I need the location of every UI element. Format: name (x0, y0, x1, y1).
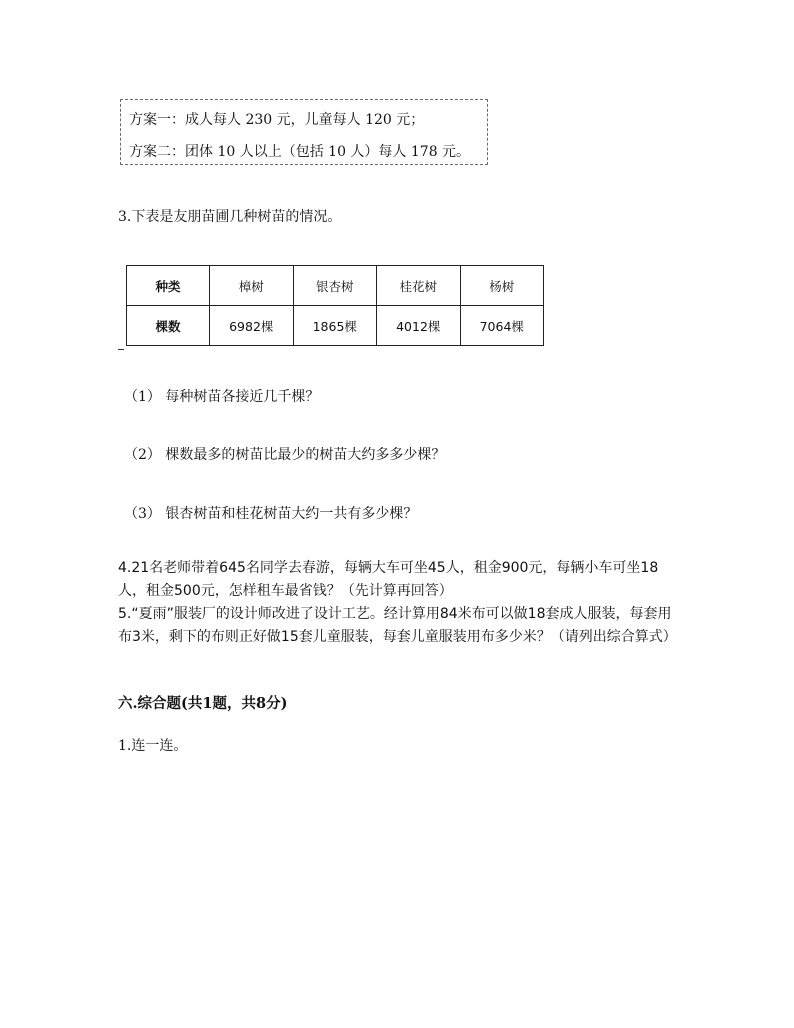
question-3-title: 3.下表是友朋苗圃几种树苗的情况。 (118, 209, 342, 225)
table-cell: 种类 (127, 266, 210, 306)
table-cell: 6982棵 (210, 306, 294, 346)
question-5-text: 5.“夏雨”服装厂的设计师改进了设计工艺。经计算用84米布可以做18套成人服装，每套用布3米，剩下的布则正好做15套儿童服装，每套儿童服装用布多少米？（请列出综合算式） (118, 606, 677, 645)
plan-1-text: 方案一：成人每人 230 元，儿童每人 120 元； (129, 112, 425, 128)
table-cell: 杨树 (460, 266, 544, 306)
table-cell: 桂花树 (377, 266, 461, 306)
table-cell: 棵数 (127, 306, 210, 346)
section-6-title: 六.综合题(共1题，共8分) (118, 695, 288, 712)
question-3-sub-1: （1） 每种树苗各接近几千棵？ (124, 389, 320, 405)
seedling-table (126, 265, 544, 346)
plan-2-text: 方案二：团体 10 人以上（包括 10 人）每人 178 元。 (129, 144, 471, 160)
table-marker (118, 349, 124, 350)
question-4-text: 4.21名老师带着645名同学去春游，每辆大车可坐45人，租金900元，每辆小车可坐18人，租金500元，怎样租车最省钱？（先计算再回答） (118, 560, 659, 599)
table-cell: 7064棵 (460, 306, 544, 346)
table-row (127, 306, 544, 346)
table-row (127, 266, 544, 306)
table-cell: 银杏树 (293, 266, 377, 306)
plan-box (120, 99, 488, 165)
table-cell: 4012棵 (377, 306, 461, 346)
table-cell: 樟树 (210, 266, 294, 306)
question-3-sub-3: （3） 银杏树苗和桂花树苗大约一共有多少棵？ (124, 506, 418, 522)
table-cell: 1865棵 (293, 306, 377, 346)
question-3-sub-2: （2） 棵数最多的树苗比最少的树苗大约多多少棵？ (124, 447, 446, 463)
section-6-question-1: 1.连一连。 (118, 738, 188, 754)
